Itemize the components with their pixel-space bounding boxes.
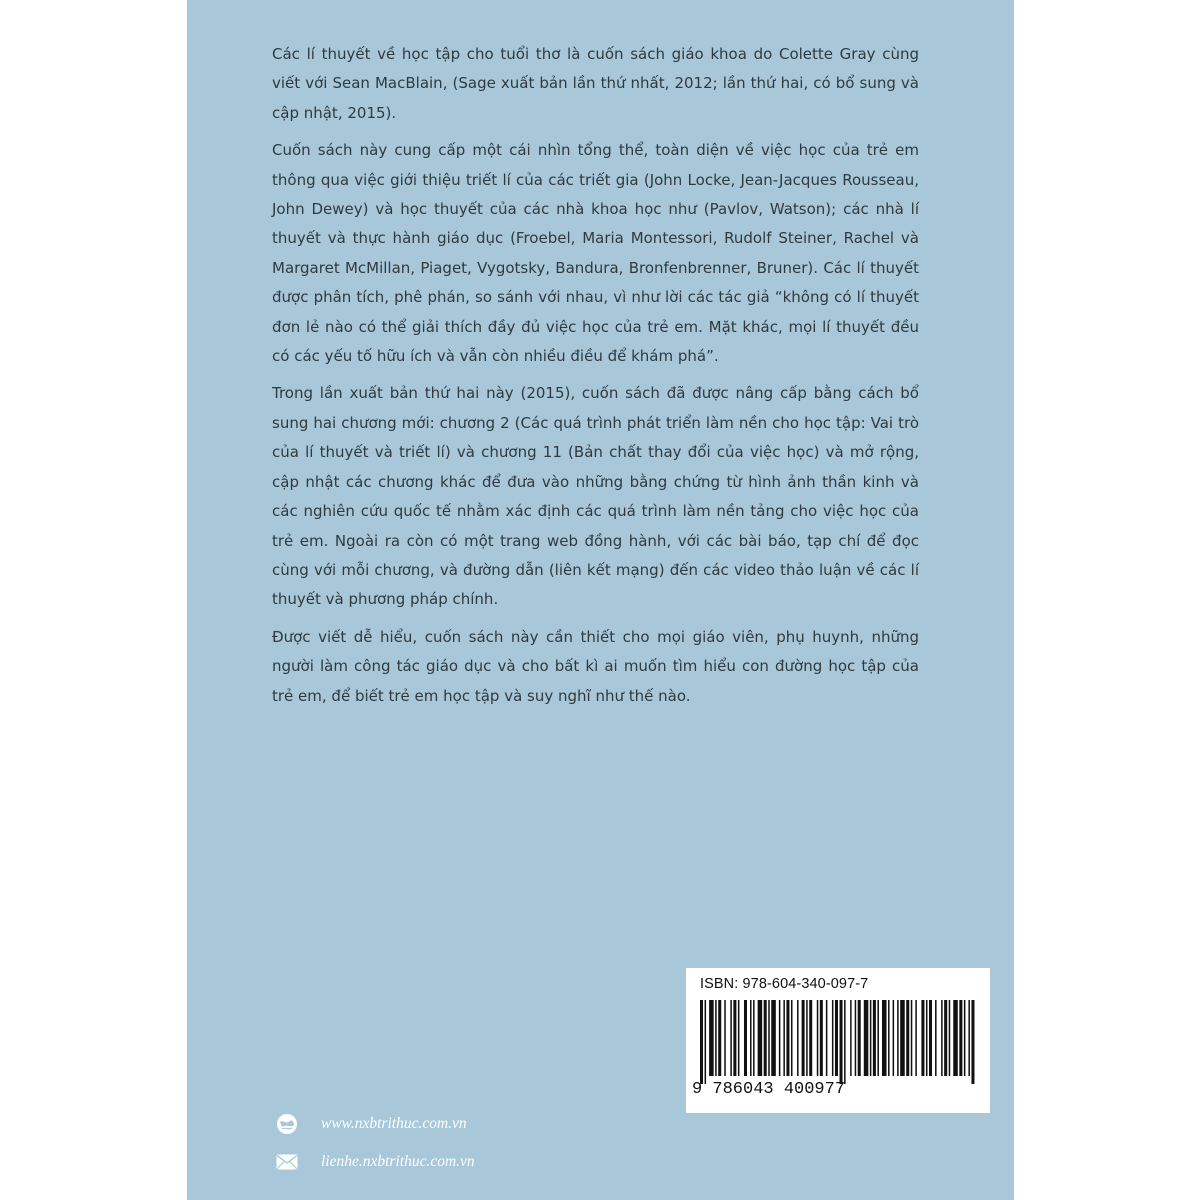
barcode-bar: [750, 1000, 752, 1076]
barcode-bar: [893, 1000, 895, 1076]
barcode-bar: [844, 1000, 846, 1084]
barcode-bar: [783, 1000, 785, 1076]
barcode-bar: [779, 1000, 781, 1076]
barcode-bar: [764, 1000, 767, 1076]
barcode-bar: [797, 1000, 799, 1076]
barcode-bar: [949, 1000, 951, 1076]
description-paragraph-3: Trong lần xuất bản thứ hai này (2015), cuốn sách đã được nâng cấp bằng cách bổ sung hai chương mới: chương 2 (Các quá trình phát triển làm nền cho học tập: Vai trò của lí thuyết và triết lí) và chương 11 (Bản chất thay đổi của việc học) và mở rộng, cập nhật các chương khác để đưa vào những bằng chứng từ hình ảnh thần kinh và các nghiên cứu quốc tế nhằm xác định các quá trình làm nền tảng cho việc học của trẻ em. Ngoài ra còn có một trang web đồng hành, với các bài báo, tạp chí để đọc cùng với mỗi chương, và đường dẫn (liên kết mạng) đến các video thảo luận về các lí thuyết và phương pháp chính.: [272, 384, 919, 609]
barcode-bar: [921, 1000, 924, 1076]
barcode-bar: [897, 1000, 899, 1076]
barcode-bar: [915, 1000, 917, 1076]
barcode-bar: [850, 1000, 852, 1076]
barcode-bar: [953, 1000, 958, 1076]
barcode-bar: [768, 1000, 770, 1076]
barcode-bar: [715, 1000, 717, 1076]
barcode-bar: [809, 1000, 812, 1076]
barcode-bar: [820, 1000, 823, 1076]
barcode-bar: [959, 1000, 962, 1076]
barcode-bar: [832, 1000, 834, 1076]
barcode-bar: [968, 1000, 970, 1076]
barcode-bar: [709, 1000, 714, 1076]
barcode-bar: [753, 1000, 755, 1076]
barcode-bar: [926, 1000, 928, 1076]
barcode-bar: [738, 1000, 740, 1076]
barcode-bar: [758, 1000, 763, 1076]
barcode-bar: [840, 1000, 843, 1084]
barcode-bar: [786, 1000, 789, 1076]
barcode-bar: [835, 1000, 838, 1076]
barcode-bar: [882, 1000, 887, 1076]
barcode-bar: [935, 1000, 937, 1076]
description-text: [272, 40, 919, 719]
email-link[interactable]: lienhe.nxbtrithuc.com.vn: [321, 1153, 475, 1170]
email-row: [275, 1150, 475, 1174]
website-link[interactable]: www.nxbtrithuc.com.vn: [321, 1115, 467, 1132]
barcode-bar: [870, 1000, 872, 1076]
barcode-bar: [791, 1000, 793, 1076]
barcode-bar: [744, 1000, 747, 1076]
barcode-bar: [964, 1000, 966, 1076]
barcode-bar: [771, 1000, 776, 1076]
barcode-bar: [718, 1000, 721, 1076]
barcode-bar: [873, 1000, 876, 1076]
barcode-bar: [911, 1000, 913, 1076]
description-paragraph-4: Được viết dễ hiểu, cuốn sách này cần thiết cho mọi giáo viên, phụ huynh, những người làm công tác giáo dục và cho bất kì ai muốn tìm hiểu con đường học tập của trẻ em, để biết trẻ em học tập và suy nghĩ như thế nào.: [272, 627, 919, 705]
barcode-bar: [802, 1000, 805, 1076]
barcode-bar: [864, 1000, 869, 1076]
barcode-bar: [705, 1000, 707, 1084]
barcode-bar: [971, 1000, 974, 1084]
back-cover: [187, 0, 1014, 1200]
barcode-bar: [900, 1000, 905, 1076]
description-paragraph-2: Cuốn sách này cung cấp một cái nhìn tổng thể, toàn diện về việc học của trẻ em thông qua việc giới thiệu triết lí của các triết gia (John Locke, Jean-Jacques Rousseau, John Dewey) và học thuyết của các nhà khoa học như (Pavlov, Watson); các nhà lí thuyết và thực hành giáo dục (Froebel, Maria Montessori, Rudolf Steiner, Rachel và Margaret McMillan, Piaget, Vygotsky, Bandura, Bronfenbrenner, Bruner). Các lí thuyết được phân tích, phê phán, so sánh với nhau, vì như lời các tác giả “không có lí thuyết đơn lẻ nào có thể giải thích đầy đủ việc học của trẻ em. Mặt khác, mọi lí thuyết đều có các yếu tố hữu ích và vẫn còn nhiều điều để khám phá”.: [272, 141, 919, 366]
barcode-bar: [941, 1000, 943, 1076]
barcode-bar: [944, 1000, 947, 1076]
isbn-label: ISBN: 978-604-340-097-7: [700, 976, 869, 992]
barcode-bar: [817, 1000, 819, 1076]
barcode-digits: 9 786043 400977: [692, 1080, 846, 1099]
description-paragraph-1: Các lí thuyết về học tập cho tuổi thơ là cuốn sách giáo khoa do Colette Gray cùng viết với Sean MacBlain, (Sage xuất bản lần thứ nhất, 2012; lần thứ hai, có bổ sung và cập nhật, 2015).: [272, 45, 919, 122]
barcode-bar: [724, 1000, 726, 1076]
barcode-bar: [855, 1000, 857, 1076]
barcode-bar: [730, 1000, 732, 1076]
barcode-bar: [906, 1000, 909, 1076]
barcode-bar: [888, 1000, 890, 1076]
barcode-bar: [929, 1000, 932, 1076]
barcode-bar: [733, 1000, 736, 1076]
barcode-panel: [686, 968, 990, 1113]
globe-icon: [275, 1112, 299, 1136]
barcode-bar: [858, 1000, 861, 1076]
barcode-bar: [806, 1000, 808, 1076]
envelope-icon: [275, 1150, 299, 1174]
barcode-bar: [826, 1000, 828, 1076]
website-row: [275, 1112, 467, 1136]
barcode-bars: [700, 1000, 976, 1084]
barcode-bar: [700, 1000, 703, 1084]
barcode-bar: [877, 1000, 879, 1076]
